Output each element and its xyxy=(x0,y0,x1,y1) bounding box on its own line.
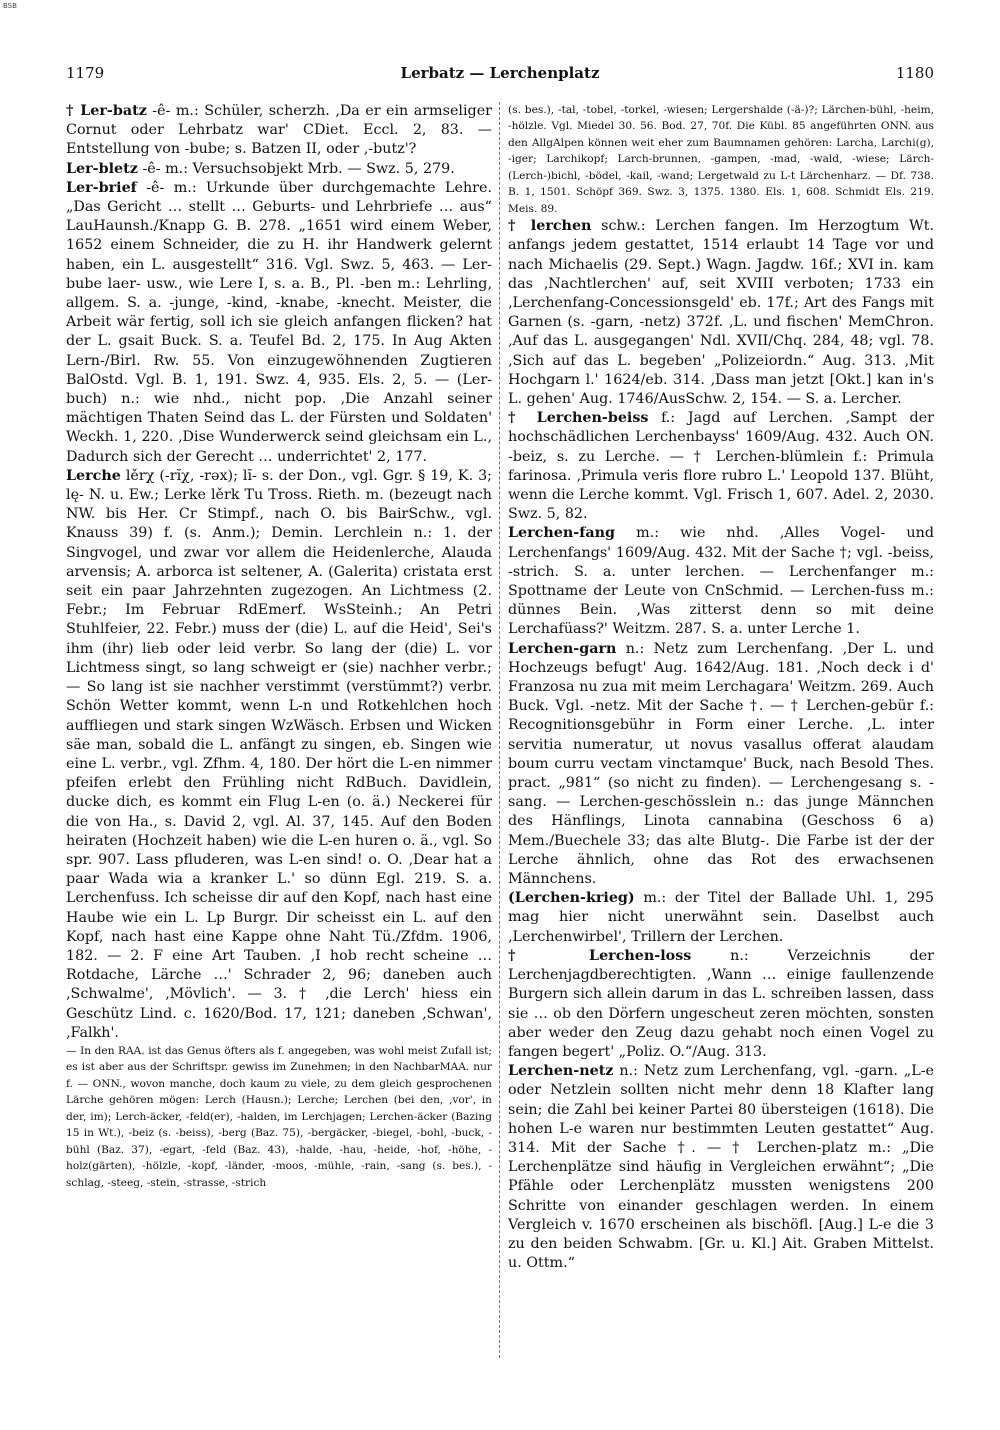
dictionary-entry xyxy=(66,102,492,160)
dictionary-entry xyxy=(508,217,934,409)
page-number-left: 1179 xyxy=(66,64,105,82)
right-column xyxy=(508,102,934,1364)
entry-text: (s. bes.), -tal, -tobel, -torkel, -wiesen; Lergershalde (-ä-)?; Lärchen-bühl, -heim, -hölzle. Vgl. Miedel 30. 56. Bod. 27, 70f. Die Kübl. 85 angeführten ONN. aus den AllgAlpen können weit eher zum Baumnamen gehören: Larcha, Larchi(g), -iger; Larchikopf; Larch-brunnen, -gampen, -mad, -wald, -wiese; Lärch-(Lerch-)bichl, -bödel, -kail, -wand; Lergetwald zu L-t Lärchenharz. — Df. 738. B. 1, 1501. Schöpf 369. Swz. 3, 1375. 1380. Els. 1, 608. Schmidt Els. 219. Meis. 89. xyxy=(508,104,934,215)
entry-headword: † Ler-batz xyxy=(66,103,147,119)
entry-headword: Lerchen-garn xyxy=(508,640,617,657)
dictionary-entry xyxy=(508,102,934,217)
entry-headword: (Lerchen-krieg) xyxy=(508,890,635,907)
dictionary-entry xyxy=(66,160,492,179)
entry-text: -ê- m.: Schüler, scherzh. ‚Da er ein armseliger Cornut oder Lehrbatz war' CDiet. Eccl. 2, 83. — Entstellung von -bube; s. Batzen II, oder ‚-butz'? xyxy=(66,103,492,158)
entry-text: — In den RAA. ist das Genus öfters als f. angegeben, was wohl meist Zufall ist; es ist aber aus der Schriftspr. gewiss im Zunehmen; in den NachbarMAA. nur f. — ONN., wovon manche, doch kaum zu viele, zu dem gleich gesprochenen Lärche gehören mögen: Lerch (Hausn.); Lerche; Lerchen (bei den, ‚vor', in der, im); Lerch-äcker, -feld(er), -halden, im Lerchjagen; Lerchen-äcker (Bazing 15 in Wt.), -beiz (s. -beiss), -berg (Baz. 75), -bergäcker, -biegel, -bohl, -buck, -bühl (Baz. 37), -egart, -feld (Baz. 43), -halde, -hau, -heide, -hof, -höhe, -holz(gärten), -hölzle, -kopf, -länder, -moos, -mühle, -rain, -sang (s. bes.), -schlag, -steeg, -stein, -strasse, -strich xyxy=(66,1044,492,1189)
library-stamp: BSB xyxy=(3,2,17,10)
dictionary-entry xyxy=(508,409,934,524)
entry-text: -ê- m.: Urkunde über durchgemachte Lehre. „Das Gericht … stellt … Geburts- und Lehrbriefe … aus“ LauHaunsh./Knapp G. B. 278. „1651 wird einem Weber, 1652 einem Schneider, die zu H. ihr Handwerk gelernt haben, ein L. ausgestellt“ 316. Vgl. Swz. 5, 463. — Ler-bube laer- usw., wie Lere I, s. a. B., Pl. -ben m.: Lehrling, allgem. S. a. -junge, -kind, -knabe, -knecht. Meister, die Arbeit wär fertig, soll ich sie gleich anfangen flicken? hat der L. gsait Buck. S. a. Teufel Bd. 2, 175. In Aug Akten Lern-/Birl. Rw. 55. Von einzugewöhnenden Zugtieren BalOstd. Vgl. B. 1, 191. Swz. 4, 935. Els. 2, 5. — (Ler-buch) n.: wie nhd., nicht pop. ‚Die Anzahl seiner mächtigen Thaten Seind das L. der Fürsten und Soldaten' Weckh. 1, 220. ‚Dise Wunderwerck seind gleichsam ein L., Dadurch sich der Gerecht … underrichtet' 2, 177. xyxy=(66,179,492,465)
dictionary-entry xyxy=(508,640,934,890)
entry-headword: Ler-bletz xyxy=(66,160,138,177)
dictionary-entry xyxy=(66,1043,492,1191)
entry-text: schw.: Lerchen fangen. Im Herzogtum Wt. anfangs jedem gestattet, 1514 erlaubt 14 Tage vor und nach Michaelis (29. Sept.) Wagn. Jagdw. 16f.; XVI in. kam das ‚Nachtlerchen' auf, seit XVIII verboten; 1733 ein ‚Lerchenfang-Concessionsgeld' eb. 17f.; Art des Fangs mit Garnen (s. -garn, -netz) 372f. ‚L. und fischen' MemChron. ‚Auf das L. ausgegangen' Ndl. XVII/Chq. 284, 48; vgl. 78. ‚Sich auf das L. begeben' „Polizeiordn.“ Aug. 313. ‚Mit Hochgarn l.' 1624/eb. 314. ‚Dass man jetzt [Okt.] kan in's L. gehen' Aug. 1746/AusSchw. 2, 154. — S. a. Lercher. xyxy=(508,218,934,407)
entry-text: n.: Verzeichnis der Lerchenjagdberechtigten. ‚Wann … einige faullenzende Burgern sich allein darum in das L. schreiben lassen, dass sie … ob den Dörfern ungescheut zeren möchten, sonsten aber weder den Zeug dazu gehabt noch einen Vogel zu fangen begert' „Poliz. O.“/Aug. 313. xyxy=(508,947,934,1060)
entry-text: m.: der Titel der Ballade Uhl. 1, 295 mag hier nicht unerwähnt sein. Daselbst auch ‚Lerchenwirbel', Trillern der Lerchen. xyxy=(508,890,934,945)
dictionary-entry xyxy=(508,1062,934,1273)
dictionary-entry xyxy=(508,524,934,639)
entry-headword: † lerchen xyxy=(508,218,592,235)
dictionary-entry xyxy=(66,179,492,467)
dictionary-entry xyxy=(508,947,934,1062)
column-divider xyxy=(499,102,500,1358)
entry-text: lěrχ (-rĭχ, -rəx); lĭ- s. der Don., vgl. Ggr. § 19, K. 3; lę- N. u. Ew.; Lerke lěrk Tu Tross. Rieth. m. (bezeugt nach NW. bis Her. Cr Stimpf., nach O. bis BairSchw., vgl. Knauss 39) f. (s. Anm.); Demin. Lerchlein n.: 1. der Singvogel, und zwar vor allem die Heidenlerche, Alauda arvensis; A. arborca ist seltener, A. (Galerita) cristata erst seit ein paar Jahrzehnten zugezogen. An Lichtmess (2. Febr.; Im Februar RdEmerf. WsSteinh.; An Petri Stuhlfeier, 22. Febr.) muss der (die) L. auf die Heid', Sei's ihm (ihr) lieb oder leid verbr. So lang der (die) L. vor Lichtmess singt, so lang schweigt er (sie) nachher verbr.; — So lang ist sie nachher verstimmt (verstümmt?) verbr. Schön Wetter kommt, wenn L-n und Rotkehlchen hoch auffliegen und stark singen WzWäsch. Erbsen und Wicken säe man, sobald die L. anfängt zu singen, eb. Singen wie eine L. verbr., vgl. Zfhm. 4, 180. Der hört die L-en nimmer pfeifen erlebt den Frühling nicht RdBuch. Davidlein, ducke dich, es kommt ein Flug L-en (o. ä.) Neckerei für die von Ha., s. David 2, vgl. Al. 37, 145. Auf den Boden heiraten (Hochzeit haben) wie die L-en huren o. ä., vgl. So spr. 907. Lass pfluderen, was L-en sind! o. O. ‚Dear hat a paar Wada wia a kranker L.' so dünn Egl. 219. S. a. Lerchenfuss. Ich scheisse dir auf den Kopf, nach hast eine Haube wie ein L. Lp Burgr. Dir scheisst ein L. auf den Kopf, nach hast eine Kappe ohne Naht Tü./Zfdm. 1906, 182. — 2. F eine Art Tauben. ‚I hob recht scheine … Rotdache, Lärche …' Schrader 2, 96; daneben auch ‚Schwalme', ‚Mövlich'. — 3. † ‚die Lerch' hiess ein Geschütz Lind. c. 1620/Bod. 17, 121; daneben ‚Schwan', ‚Falkh'. xyxy=(66,467,492,1041)
entry-text: f.: Jagd auf Lerchen. ‚Sampt der hochschädlichen Lerchenbayss' 1609/Aug. 432. Auch ON. -beiz, s. zu Lerche. — † Lerchen-blümlein f.: Primula farinosa. ‚Primula veris flore rubro L.' Leopold 137. Blüht, wenn die Lerche kommt. Vgl. Frisch 1, 607. Adel. 2, 2030. Swz. 5, 82. xyxy=(508,410,934,523)
entry-text: m.: wie nhd. ‚Alles Vogel- und Lerchenfangs' 1609/Aug. 432. Mit der Sache †; vgl. -beiss, -strich. S. a. unter lerchen. — Lerchenfanger m.: Spottname der Leute von CnSchmid. — Lerchen-fuss m.: dünnes Bein. ‚Was zitterst denn so mit deine Lerchafüass?' Weitzm. 287. S. a. unter Lerche 1. xyxy=(508,525,934,638)
entry-headword: † Lerchen-loss xyxy=(508,947,692,964)
entry-headword: Lerchen-fang xyxy=(508,525,616,542)
running-title: Lerbatz — Lerchenplatz xyxy=(400,64,600,82)
page-number-right: 1180 xyxy=(895,64,934,82)
entry-headword: † Lerchen-beiss xyxy=(508,410,649,427)
entry-text: n.: Netz zum Lerchenfang, vgl. -garn. „L-e oder Netzlein sollten nicht mehr denn 18 Klafter lang sein; die Zahl bei keiner Partei 80 übersteigen (1618). Die hohen L-e waren nur bestimmten Leuten gestattet“ Aug. 314. Mit der Sache †. — † Lerchen-platz m.: „Die Lerchenplätze sind häufig in Vergleichen erwähnt“; „Die Pfähle oder Lerchenplätz mussten wenigstens 200 Schritte von einander geschlagen werden. In einem Vergleich v. 1670 erscheinen als bischöfl. [Aug.] L-e die 3 zu den beiden Schwabm. [Gr. u. Kl.] Ait. Graben Mittelst. u. Ottm.“ xyxy=(508,1063,934,1272)
dictionary-entry xyxy=(66,467,492,1043)
entry-headword: Ler-brief xyxy=(66,179,137,196)
entry-headword: Lerchen-netz xyxy=(508,1063,614,1080)
dictionary-entry xyxy=(508,889,934,947)
entry-text: n.: Netz zum Lerchenfang. ‚Der L. und Hochzeugs befugt' Aug. 1642/Aug. 181. ‚Noch deck i d' Franzosa nu zua mit meim Lerchagara' Weitzm. 269. Auch Buck. Vgl. -netz. Mit der Sache †. — † Lerchen-gebür f.: Recognitionsgebühr in Form einer Lerche. ‚L. inter servitia numeratur, ut novus vasallus offerat alaudam boum curru vectam vinctamque' Buck, nach Besold Thes. pract. „981“ (so nicht zu finden). — Lerchengesang s. -sang. — Lerchen-geschösslein n.: das junge Männchen des Hänflings, Linota cannabina (Geschoss 6 a) Mem./Buechele 33; das alte Blutg-. Die Farbe ist der der Lerche ähnlich, ohne das Rot des erwachsenen Männchens. xyxy=(508,640,934,888)
entry-text: -ê- m.: Versuchsobjekt Mrb. — Swz. 5, 279. xyxy=(137,160,455,177)
left-column xyxy=(66,102,492,1364)
entry-headword: Lerche xyxy=(66,467,121,484)
page-header xyxy=(66,64,934,86)
